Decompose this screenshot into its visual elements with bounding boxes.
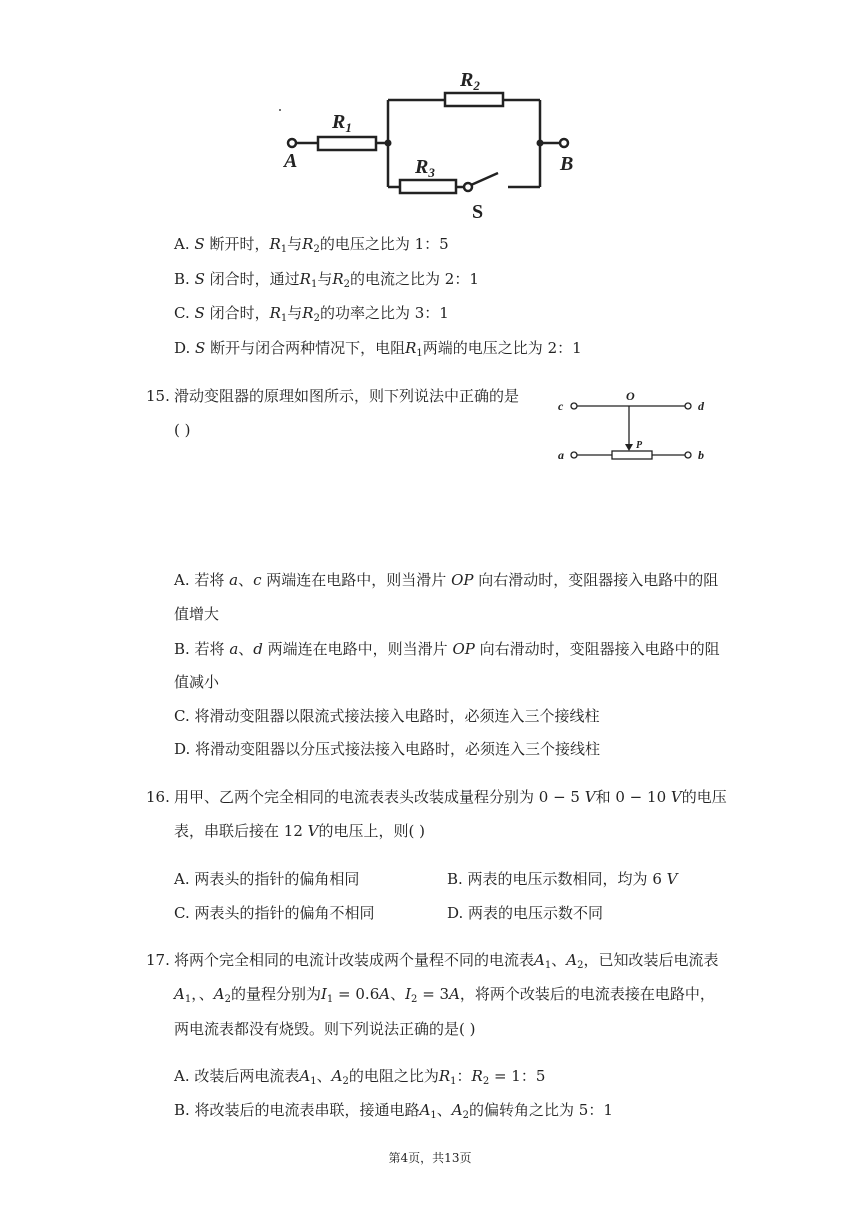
q16-option-c: C. 两表头的指针的偏角不相同 — [174, 904, 375, 922]
rheostat-label-a: a — [558, 448, 564, 462]
q15-option-b: B. 若将 a、d 两端连在电路中，则当滑片 OP 向右滑动时，变阻器接入电路中的阻 — [174, 640, 720, 658]
label-r1: $R_1$ — [332, 111, 352, 135]
q16-option-b: B. 两表的电压示数相同，均为 6 V — [447, 870, 678, 888]
rheostat-label-d: d — [698, 399, 704, 413]
q17-option-b: B. 将改装后的电流表串联，接通电路$A_1$、$A_2$的偏转角之比为 5：1 — [174, 1101, 613, 1121]
label-a: A — [284, 150, 298, 172]
q17-option-a: A. 改装后两电流表$A_1$、$A_2$的电阻之比为$R_1$：$R_2 = 1$：5 — [174, 1067, 546, 1087]
q15-option-a-cont: 值增大 — [174, 605, 220, 623]
q16-stem-line2: 表，串联后接在 12 V的电压上，则( ) — [174, 822, 425, 840]
circuit-diagram-q14 — [270, 60, 590, 230]
q16-stem-line1: 用甲、乙两个完全相同的电流表表头改装成量程分别为 0 − 5 V和 0 − 10 V的电压 — [174, 788, 727, 806]
q17-number: 17. — [146, 951, 170, 969]
q14-option-c: C. S 闭合时，$R_1$与$R_2$的功率之比为 3：1 — [174, 304, 449, 324]
q14-option-b: B. S 闭合时，通过$R_1$与$R_2$的电流之比为 2：1 — [174, 270, 479, 290]
q17-stem-line2: $A_1$，、$A_2$的量程分别为$I_1 = 0.6A$、$I_2 = 3A$，将两个改装后的电流表接在电路中， — [174, 985, 715, 1005]
q16-number: 16. — [146, 788, 170, 806]
label-r2: $R_2$ — [460, 69, 480, 93]
q15-paren: ( ) — [174, 421, 191, 439]
q15-option-c: C. 将滑动变阻器以限流式接法接入电路时，必须连入三个接线柱 — [174, 707, 600, 725]
page-footer: 第4页，共13页 — [388, 1151, 472, 1165]
q16-option-a: A. 两表头的指针的偏角相同 — [174, 870, 360, 888]
q15-option-b-cont: 值减小 — [174, 673, 220, 691]
rheostat-diagram — [550, 385, 720, 465]
label-r3: $R_3$ — [415, 156, 435, 180]
q17-stem-line1: 将两个完全相同的电流计改装成两个量程不同的电流表$A_1$、$A_2$，已知改装后电流表 — [174, 951, 719, 971]
q14-option-a: A. S 断开时，$R_1$与$R_2$的电压之比为 1：5 — [174, 235, 449, 255]
q14-option-d: D. S 断开与闭合两种情况下，电阻$R_1$两端的电压之比为 2：1 — [174, 339, 582, 359]
rheostat-label-p: P — [636, 440, 643, 451]
label-s: S — [472, 201, 484, 223]
rheostat-label-c: c — [558, 399, 564, 413]
q15-stem: 滑动变阻器的原理如图所示，则下列说法中正确的是 — [174, 387, 520, 405]
q16-option-d: D. 两表的电压示数不同 — [447, 904, 604, 922]
q15-number: 15. — [146, 387, 170, 405]
q17-stem-line3: 两电流表都没有烧毁。则下列说法正确的是( ) — [174, 1020, 476, 1038]
q15-option-d: D. 将滑动变阻器以分压式接法接入电路时，必须连入三个接线柱 — [174, 740, 601, 758]
q15-option-a: A. 若将 a、c 两端连在电路中，则当滑片 OP 向右滑动时，变阻器接入电路中的阻 — [174, 571, 719, 589]
label-b: B — [560, 153, 574, 175]
rheostat-label-b: b — [698, 448, 704, 462]
rheostat-label-o: O — [626, 389, 635, 403]
